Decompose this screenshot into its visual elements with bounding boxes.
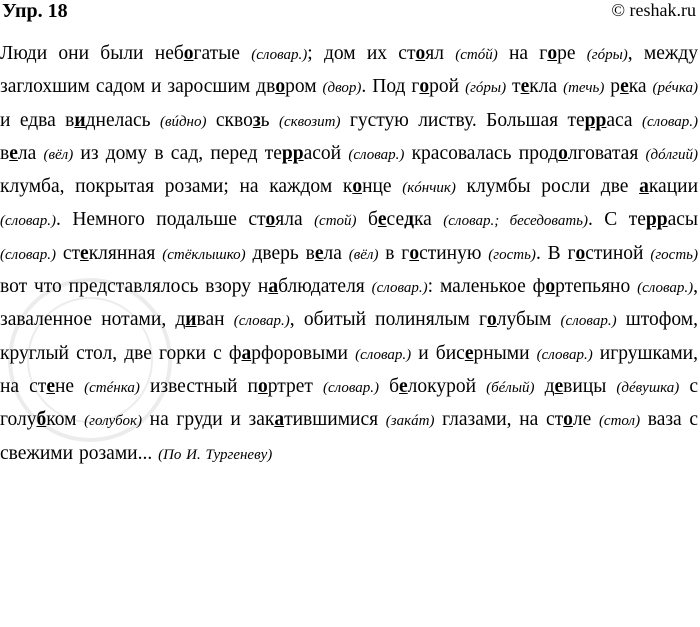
- text-segment: Люди они были неб: [0, 43, 184, 64]
- text-segment: д: [534, 375, 555, 397]
- text-segment: ван: [196, 309, 234, 331]
- check-word-note: (словар.): [371, 280, 428, 297]
- text-segment: тившимися: [284, 409, 386, 431]
- check-word-note: (словар.): [637, 280, 694, 297]
- text-segment: , заваленное нотами, д: [0, 276, 698, 331]
- highlighted-letter: з: [252, 109, 261, 131]
- highlighted-letter: е: [620, 76, 629, 98]
- highlighted-letter: е: [314, 242, 324, 264]
- text-segment: асой: [303, 142, 349, 164]
- check-word-note: (словар.; беседовать): [443, 213, 588, 230]
- text-segment: клянная: [88, 242, 163, 264]
- check-word-note: (гóры): [465, 80, 507, 97]
- highlighted-letter: рр: [584, 109, 607, 131]
- check-word-note: (словар.): [0, 246, 57, 263]
- check-word-note: (закáт): [385, 413, 435, 430]
- exercise-text: [0, 38, 698, 471]
- text-segment: на груди и зак: [141, 409, 275, 431]
- check-word-note: (словар.): [641, 113, 698, 130]
- check-word-note: (По И. Тургеневу): [158, 446, 273, 463]
- text-segment: , между заглохшим садом и заросшим дв: [0, 43, 699, 98]
- text-segment: ка: [413, 209, 444, 231]
- check-word-note: (словар.): [348, 146, 405, 163]
- text-segment: ком: [46, 409, 85, 431]
- text-segment: лговатая: [567, 142, 646, 164]
- check-word-note: (словар.): [355, 346, 412, 363]
- highlighted-letter: о: [558, 142, 568, 164]
- text-segment: вицы: [563, 375, 617, 397]
- highlighted-letter: о: [419, 76, 430, 98]
- highlighted-letter: е: [399, 375, 408, 397]
- text-segment: , обитый полинялым г: [289, 309, 488, 331]
- text-segment: днелась: [85, 109, 160, 131]
- text-segment: ваза с свежими розами...: [0, 409, 699, 464]
- check-word-note: (рéчка): [652, 80, 698, 97]
- text-segment: скво: [206, 109, 253, 131]
- text-segment: красовалась прод: [404, 142, 559, 164]
- highlighted-letter: рр: [281, 142, 304, 164]
- text-segment: . Под г: [361, 76, 420, 98]
- text-segment: не: [55, 375, 85, 397]
- check-word-note: (дóлгий): [645, 146, 699, 163]
- text-segment: асы: [667, 209, 699, 231]
- highlighted-letter: о: [415, 43, 426, 64]
- highlighted-letter: б: [36, 409, 47, 431]
- check-word-note: (кóнчик): [402, 180, 456, 197]
- text-segment: . В г: [535, 242, 576, 264]
- check-word-note: (двор): [322, 80, 362, 97]
- text-segment: рфоровыми: [251, 342, 356, 364]
- text-segment: локурой: [407, 375, 487, 397]
- header: [0, 0, 700, 28]
- text-segment: кла: [529, 76, 564, 98]
- text-segment: стиную: [419, 242, 489, 264]
- check-word-note: (словар.): [560, 313, 617, 330]
- text-segment: т: [506, 76, 521, 98]
- check-word-note: (словар.): [536, 346, 593, 363]
- highlighted-letter: о: [575, 242, 586, 264]
- text-segment: ртепьяно: [555, 276, 638, 298]
- highlighted-letter: о: [547, 43, 558, 64]
- check-word-note: (стéнка): [84, 379, 140, 396]
- highlighted-letter: е: [554, 375, 564, 397]
- highlighted-letter: а: [639, 176, 649, 198]
- text-segment: стиной: [585, 242, 651, 264]
- text-segment: ртрет: [267, 375, 323, 397]
- check-word-note: (вёл): [43, 146, 74, 163]
- check-word-note: (стол): [598, 413, 641, 430]
- check-word-note: (голубок): [84, 413, 142, 430]
- highlighted-letter: а: [274, 409, 285, 431]
- check-word-note: (словар.): [0, 213, 57, 230]
- text-segment: блюдателя: [278, 276, 372, 298]
- text-segment: яла: [275, 209, 315, 231]
- check-word-note: (гость): [488, 246, 536, 263]
- text-segment: кации: [648, 176, 698, 198]
- highlighted-letter: е: [377, 209, 387, 231]
- check-word-note: (стóй): [455, 47, 498, 63]
- text-segment: рой: [429, 76, 466, 98]
- text-segment: б: [356, 209, 378, 231]
- text-segment: р: [604, 76, 621, 98]
- highlighted-letter: е: [464, 342, 474, 364]
- text-segment: ре: [557, 43, 587, 64]
- text-segment: с голу: [0, 375, 699, 431]
- text-segment: штофом, круглый стол, две горки с ф: [0, 309, 699, 364]
- text-segment: ле: [572, 409, 599, 431]
- check-word-note: (словар.): [233, 313, 290, 330]
- highlighted-letter: е: [520, 76, 530, 98]
- highlighted-letter: о: [183, 43, 194, 64]
- highlighted-letter: и: [74, 109, 86, 131]
- text-segment: лубым: [496, 309, 561, 331]
- text-segment: клумбы росли две: [455, 176, 640, 198]
- text-segment: ла: [17, 142, 44, 164]
- text-segment: из дому в сад, перед те: [73, 142, 282, 164]
- check-word-note: (стой): [314, 213, 357, 230]
- text-segment: и бис: [411, 342, 465, 364]
- highlighted-letter: рр: [645, 209, 668, 231]
- highlighted-letter: а: [268, 276, 279, 298]
- text-segment: б: [379, 375, 400, 397]
- text-segment: на г: [497, 43, 548, 64]
- highlighted-letter: о: [563, 409, 573, 431]
- text-segment: : маленькое ф: [427, 276, 546, 298]
- check-word-note: (гóры): [586, 47, 628, 63]
- check-word-note: (сквозит): [278, 113, 341, 130]
- highlighted-letter: е: [80, 242, 89, 264]
- check-word-note: (дéвушка): [616, 379, 680, 396]
- check-word-note: (стёклышко): [162, 246, 246, 263]
- highlighted-letter: и: [185, 309, 197, 331]
- check-word-note: (гость): [650, 246, 698, 263]
- highlighted-letter: о: [275, 76, 286, 98]
- check-word-note: (вёл): [348, 246, 379, 263]
- text-segment: известный п: [139, 375, 258, 397]
- text-segment: гатые: [193, 43, 252, 64]
- text-segment: . С те: [587, 209, 646, 231]
- text-segment: ; дом их ст: [307, 43, 416, 64]
- highlighted-letter: о: [487, 309, 497, 331]
- text-segment: ром: [285, 76, 323, 98]
- check-word-note: (течь): [563, 80, 605, 97]
- highlighted-letter: о: [257, 375, 268, 397]
- text-segment: аса: [606, 109, 642, 131]
- text-segment: . Немного подальше ст: [56, 209, 266, 231]
- text-segment: ка: [628, 76, 653, 98]
- text-segment: вот что представлялось взору н: [0, 276, 269, 298]
- text-segment: в г: [378, 242, 410, 264]
- check-word-note: (словар.): [322, 379, 380, 396]
- text-segment: в: [0, 142, 10, 164]
- highlighted-letter: о: [265, 209, 276, 231]
- text-segment: и едва в: [0, 109, 75, 131]
- check-word-note: (бéлый): [486, 379, 535, 396]
- highlighted-letter: о: [352, 176, 363, 198]
- check-word-note: (словар.): [251, 47, 308, 63]
- text-segment: дверь в: [245, 242, 315, 264]
- text-segment: густую листву. Большая те: [340, 109, 585, 131]
- text-segment: игрушками, на ст: [0, 342, 698, 397]
- text-segment: ял: [425, 43, 456, 64]
- text-segment: ла: [323, 242, 349, 264]
- text-segment: ь: [260, 109, 279, 131]
- highlighted-letter: а: [241, 342, 252, 364]
- text-segment: се: [386, 209, 405, 231]
- highlighted-letter: о: [409, 242, 420, 264]
- site-copyright: © reshak.ru: [611, 0, 696, 20]
- text-segment: клумба, покрытая розами; на каждом к: [0, 176, 353, 198]
- highlighted-letter: д: [404, 209, 414, 231]
- check-word-note: (вúдно): [159, 113, 207, 130]
- text-segment: рными: [473, 342, 537, 364]
- text-segment: ст: [56, 242, 81, 264]
- highlighted-letter: е: [9, 142, 18, 164]
- highlighted-letter: о: [545, 276, 556, 298]
- highlighted-letter: е: [46, 375, 55, 397]
- exercise-title: Упр. 18: [2, 0, 68, 22]
- text-segment: нце: [362, 176, 403, 198]
- text-segment: глазами, на ст: [434, 409, 564, 431]
